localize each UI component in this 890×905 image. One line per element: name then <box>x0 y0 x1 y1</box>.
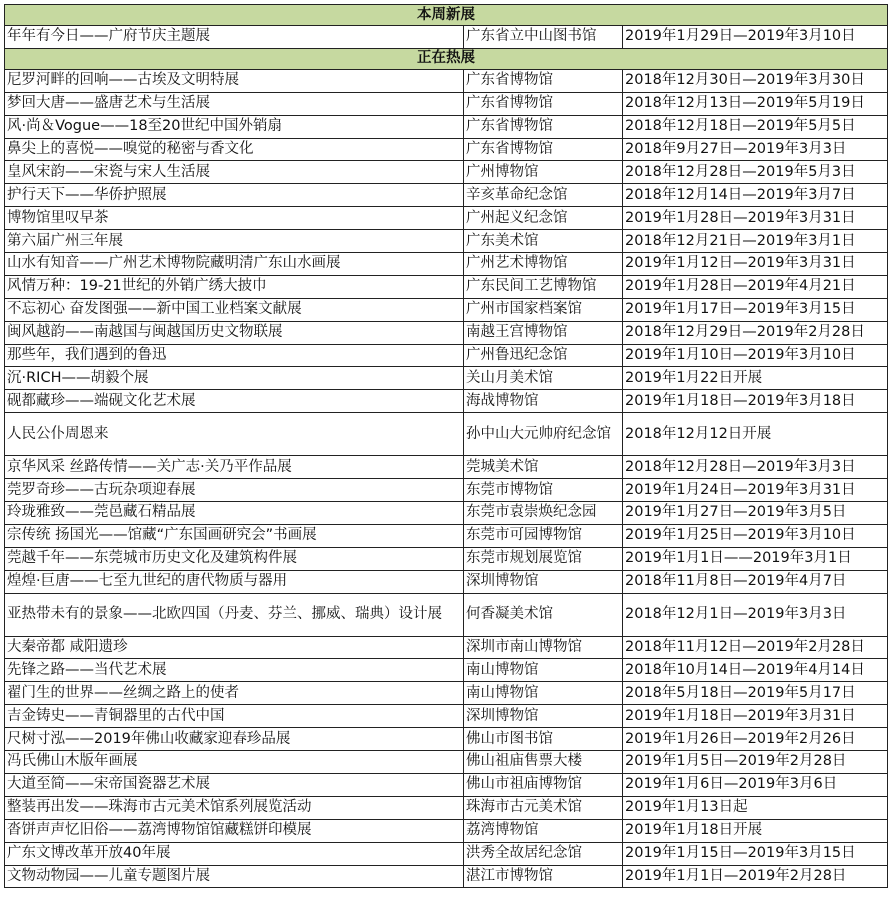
exhibition-dates: 2019年1月25日—2019年3月10日 <box>623 524 888 547</box>
exhibition-dates: 2019年1月17日—2019年3月15日 <box>623 298 888 321</box>
exhibition-dates: 2018年12月29日—2019年2月28日 <box>623 321 888 344</box>
exhibition-name: 尺树寸泓——2019年佛山收藏家迎春珍品展 <box>5 728 464 751</box>
exhibition-row <box>5 69 888 92</box>
exhibition-venue: 深圳市南山博物馆 <box>464 636 623 659</box>
section-title: 本周新展 <box>5 5 888 26</box>
exhibition-venue: 广东省立中山图书馆 <box>464 26 623 49</box>
exhibition-row <box>5 115 888 138</box>
exhibition-name: 广东文博改革开放40年展 <box>5 842 464 865</box>
exhibition-row <box>5 26 888 49</box>
exhibition-name: 亚热带未有的景象——北欧四国（丹麦、芬兰、挪威、瑞典）设计展 <box>5 593 464 636</box>
exhibition-table <box>4 4 888 888</box>
exhibition-venue: 广东省博物馆 <box>464 138 623 161</box>
exhibition-row <box>5 344 888 367</box>
exhibition-venue: 洪秀全故居纪念馆 <box>464 842 623 865</box>
exhibition-venue: 广东省博物馆 <box>464 115 623 138</box>
exhibition-row <box>5 842 888 865</box>
exhibition-venue: 南山博物馆 <box>464 659 623 682</box>
exhibition-venue: 广东民间工艺博物馆 <box>464 275 623 298</box>
exhibition-name: 文物动物园——儿童专题图片展 <box>5 865 464 888</box>
exhibition-dates: 2018年11月12日—2019年2月28日 <box>623 636 888 659</box>
exhibition-name: 尼罗河畔的回响——古埃及文明特展 <box>5 69 464 92</box>
exhibition-venue: 广州艺术博物馆 <box>464 253 623 276</box>
exhibition-dates: 2018年12月28日—2019年5月3日 <box>623 161 888 184</box>
exhibition-name: 梦回大唐——盛唐艺术与生活展 <box>5 92 464 115</box>
exhibition-venue: 南越王宫博物馆 <box>464 321 623 344</box>
exhibition-venue: 广州鲁迅纪念馆 <box>464 344 623 367</box>
exhibition-venue: 莞城美术馆 <box>464 456 623 479</box>
exhibition-row <box>5 253 888 276</box>
section-header-row <box>5 48 888 69</box>
exhibition-venue: 广州博物馆 <box>464 161 623 184</box>
exhibition-venue: 深圳博物馆 <box>464 705 623 728</box>
exhibition-name: 不忘初心 奋发图强——新中国工业档案文献展 <box>5 298 464 321</box>
exhibition-name: 吉金铸史——青铜器里的古代中国 <box>5 705 464 728</box>
exhibition-venue: 南山博物馆 <box>464 682 623 705</box>
exhibition-name: 风·尚＆Vogue——18至20世纪中国外销扇 <box>5 115 464 138</box>
exhibition-name: 博物馆里叹早茶 <box>5 207 464 230</box>
section-title: 正在热展 <box>5 48 888 69</box>
exhibition-row <box>5 728 888 751</box>
exhibition-venue: 佛山祖庙售票大楼 <box>464 751 623 774</box>
exhibition-name: 大道至简——宋帝国瓷器艺术展 <box>5 773 464 796</box>
exhibition-dates: 2018年12月14日—2019年3月7日 <box>623 184 888 207</box>
exhibition-row <box>5 682 888 705</box>
exhibition-venue: 佛山市祖庙博物馆 <box>464 773 623 796</box>
exhibition-name: 莞罗奇珍——古玩杂项迎春展 <box>5 479 464 502</box>
exhibition-row <box>5 275 888 298</box>
exhibition-venue: 广东省博物馆 <box>464 69 623 92</box>
exhibition-venue: 东莞市袁崇焕纪念园 <box>464 502 623 525</box>
exhibition-venue: 海战博物馆 <box>464 390 623 413</box>
exhibition-dates: 2019年1月5日—2019年2月28日 <box>623 751 888 774</box>
exhibition-row <box>5 138 888 161</box>
exhibition-dates: 2019年1月29日—2019年3月10日 <box>623 26 888 49</box>
exhibition-row <box>5 456 888 479</box>
exhibition-name: 鼻尖上的喜悦——嗅觉的秘密与香文化 <box>5 138 464 161</box>
exhibition-row <box>5 773 888 796</box>
exhibition-row <box>5 796 888 819</box>
exhibition-row <box>5 479 888 502</box>
exhibition-dates: 2019年1月24日—2019年3月31日 <box>623 479 888 502</box>
exhibition-dates: 2018年12月28日—2019年3月3日 <box>623 456 888 479</box>
exhibition-venue: 东莞市博物馆 <box>464 479 623 502</box>
exhibition-dates: 2019年1月26日—2019年2月26日 <box>623 728 888 751</box>
exhibition-row <box>5 865 888 888</box>
exhibition-table-body <box>5 5 888 888</box>
exhibition-venue: 广东美术馆 <box>464 230 623 253</box>
exhibition-venue: 广东省博物馆 <box>464 92 623 115</box>
exhibition-venue: 辛亥革命纪念馆 <box>464 184 623 207</box>
exhibition-name: 宗传统 扬国光——馆藏“广东国画研究会”书画展 <box>5 524 464 547</box>
exhibition-dates: 2019年1月1日——2019年3月1日 <box>623 547 888 570</box>
exhibition-row <box>5 367 888 390</box>
exhibition-name: 冯氏佛山木版年画展 <box>5 751 464 774</box>
exhibition-dates: 2018年12月30日—2019年3月30日 <box>623 69 888 92</box>
exhibition-name: 第六届广州三年展 <box>5 230 464 253</box>
exhibition-name: 沉·RICH——胡毅个展 <box>5 367 464 390</box>
exhibition-venue: 广州起义纪念馆 <box>464 207 623 230</box>
exhibition-dates: 2018年9月27日—2019年3月3日 <box>623 138 888 161</box>
exhibition-dates: 2018年12月13日—2019年5月19日 <box>623 92 888 115</box>
exhibition-row <box>5 751 888 774</box>
exhibition-venue: 深圳博物馆 <box>464 570 623 593</box>
exhibition-row <box>5 705 888 728</box>
exhibition-dates: 2019年1月28日—2019年3月31日 <box>623 207 888 230</box>
exhibition-dates: 2018年11月8日—2019年4月7日 <box>623 570 888 593</box>
exhibition-name: 人民公仆周恩来 <box>5 413 464 456</box>
exhibition-row <box>5 547 888 570</box>
exhibition-name: 那些年，我们遇到的鲁迅 <box>5 344 464 367</box>
exhibition-name: 年年有今日——广府节庆主题展 <box>5 26 464 49</box>
exhibition-name: 大秦帝都 咸阳遗珍 <box>5 636 464 659</box>
exhibition-dates: 2019年1月6日—2019年3月6日 <box>623 773 888 796</box>
exhibition-name: 先锋之路——当代艺术展 <box>5 659 464 682</box>
exhibition-row <box>5 524 888 547</box>
exhibition-venue: 佛山市图书馆 <box>464 728 623 751</box>
exhibition-row <box>5 161 888 184</box>
exhibition-name: 莞越千年——东莞城市历史文化及建筑构件展 <box>5 547 464 570</box>
exhibition-row <box>5 184 888 207</box>
section-header-row <box>5 5 888 26</box>
exhibition-dates: 2018年10月14日—2019年4月14日 <box>623 659 888 682</box>
exhibition-dates: 2019年1月1日—2019年2月28日 <box>623 865 888 888</box>
exhibition-name: 整装再出发——珠海市古元美术馆系列展览活动 <box>5 796 464 819</box>
exhibition-name: 京华风采 丝路传情——关广志·关乃平作品展 <box>5 456 464 479</box>
exhibition-name: 沓饼声声忆旧俗——荔湾博物馆馆藏糕饼印模展 <box>5 819 464 842</box>
exhibition-name: 砚都藏珍——端砚文化艺术展 <box>5 390 464 413</box>
exhibition-venue: 何香凝美术馆 <box>464 593 623 636</box>
exhibition-row <box>5 298 888 321</box>
exhibition-dates: 2018年12月21日—2019年3月1日 <box>623 230 888 253</box>
exhibition-dates: 2019年1月18日开展 <box>623 819 888 842</box>
exhibition-name: 闽风越韵——南越国与闽越国历史文物联展 <box>5 321 464 344</box>
exhibition-dates: 2019年1月28日—2019年4月21日 <box>623 275 888 298</box>
exhibition-row <box>5 207 888 230</box>
exhibition-dates: 2018年12月12日开展 <box>623 413 888 456</box>
exhibition-venue: 珠海市古元美术馆 <box>464 796 623 819</box>
exhibition-row <box>5 593 888 636</box>
exhibition-dates: 2018年12月18日—2019年5月5日 <box>623 115 888 138</box>
exhibition-name: 护行天下——华侨护照展 <box>5 184 464 207</box>
exhibition-venue: 孙中山大元帅府纪念馆 <box>464 413 623 456</box>
exhibition-dates: 2018年5月18日—2019年5月17日 <box>623 682 888 705</box>
exhibition-row <box>5 570 888 593</box>
exhibition-venue: 东莞市可园博物馆 <box>464 524 623 547</box>
exhibition-dates: 2019年1月13日起 <box>623 796 888 819</box>
exhibition-dates: 2019年1月12日—2019年3月31日 <box>623 253 888 276</box>
exhibition-name: 煌煌·巨唐——七至九世纪的唐代物质与器用 <box>5 570 464 593</box>
exhibition-row <box>5 659 888 682</box>
exhibition-dates: 2019年1月10日—2019年3月10日 <box>623 344 888 367</box>
exhibition-venue: 荔湾博物馆 <box>464 819 623 842</box>
exhibition-venue: 关山月美术馆 <box>464 367 623 390</box>
exhibition-row <box>5 92 888 115</box>
exhibition-row <box>5 230 888 253</box>
exhibition-dates: 2019年1月22日开展 <box>623 367 888 390</box>
exhibition-name: 皇风宋韵——宋瓷与宋人生活展 <box>5 161 464 184</box>
exhibition-row <box>5 819 888 842</box>
exhibition-row <box>5 390 888 413</box>
exhibition-dates: 2018年12月1日—2019年3月3日 <box>623 593 888 636</box>
exhibition-name: 山水有知音——广州艺术博物院藏明清广东山水画展 <box>5 253 464 276</box>
exhibition-name: 风情万种：19-21世纪的外销广绣大披巾 <box>5 275 464 298</box>
exhibition-venue: 广州市国家档案馆 <box>464 298 623 321</box>
exhibition-row <box>5 502 888 525</box>
exhibition-name: 玲珑雅致——莞邑藏石精品展 <box>5 502 464 525</box>
exhibition-row <box>5 413 888 456</box>
exhibition-venue: 湛江市博物馆 <box>464 865 623 888</box>
exhibition-row <box>5 636 888 659</box>
exhibition-venue: 东莞市规划展览馆 <box>464 547 623 570</box>
exhibition-dates: 2019年1月18日—2019年3月31日 <box>623 705 888 728</box>
exhibition-name: 翟门生的世界——丝绸之路上的使者 <box>5 682 464 705</box>
exhibition-row <box>5 321 888 344</box>
exhibition-dates: 2019年1月15日—2019年3月15日 <box>623 842 888 865</box>
exhibition-dates: 2019年1月18日—2019年3月18日 <box>623 390 888 413</box>
exhibition-dates: 2019年1月27日—2019年3月5日 <box>623 502 888 525</box>
